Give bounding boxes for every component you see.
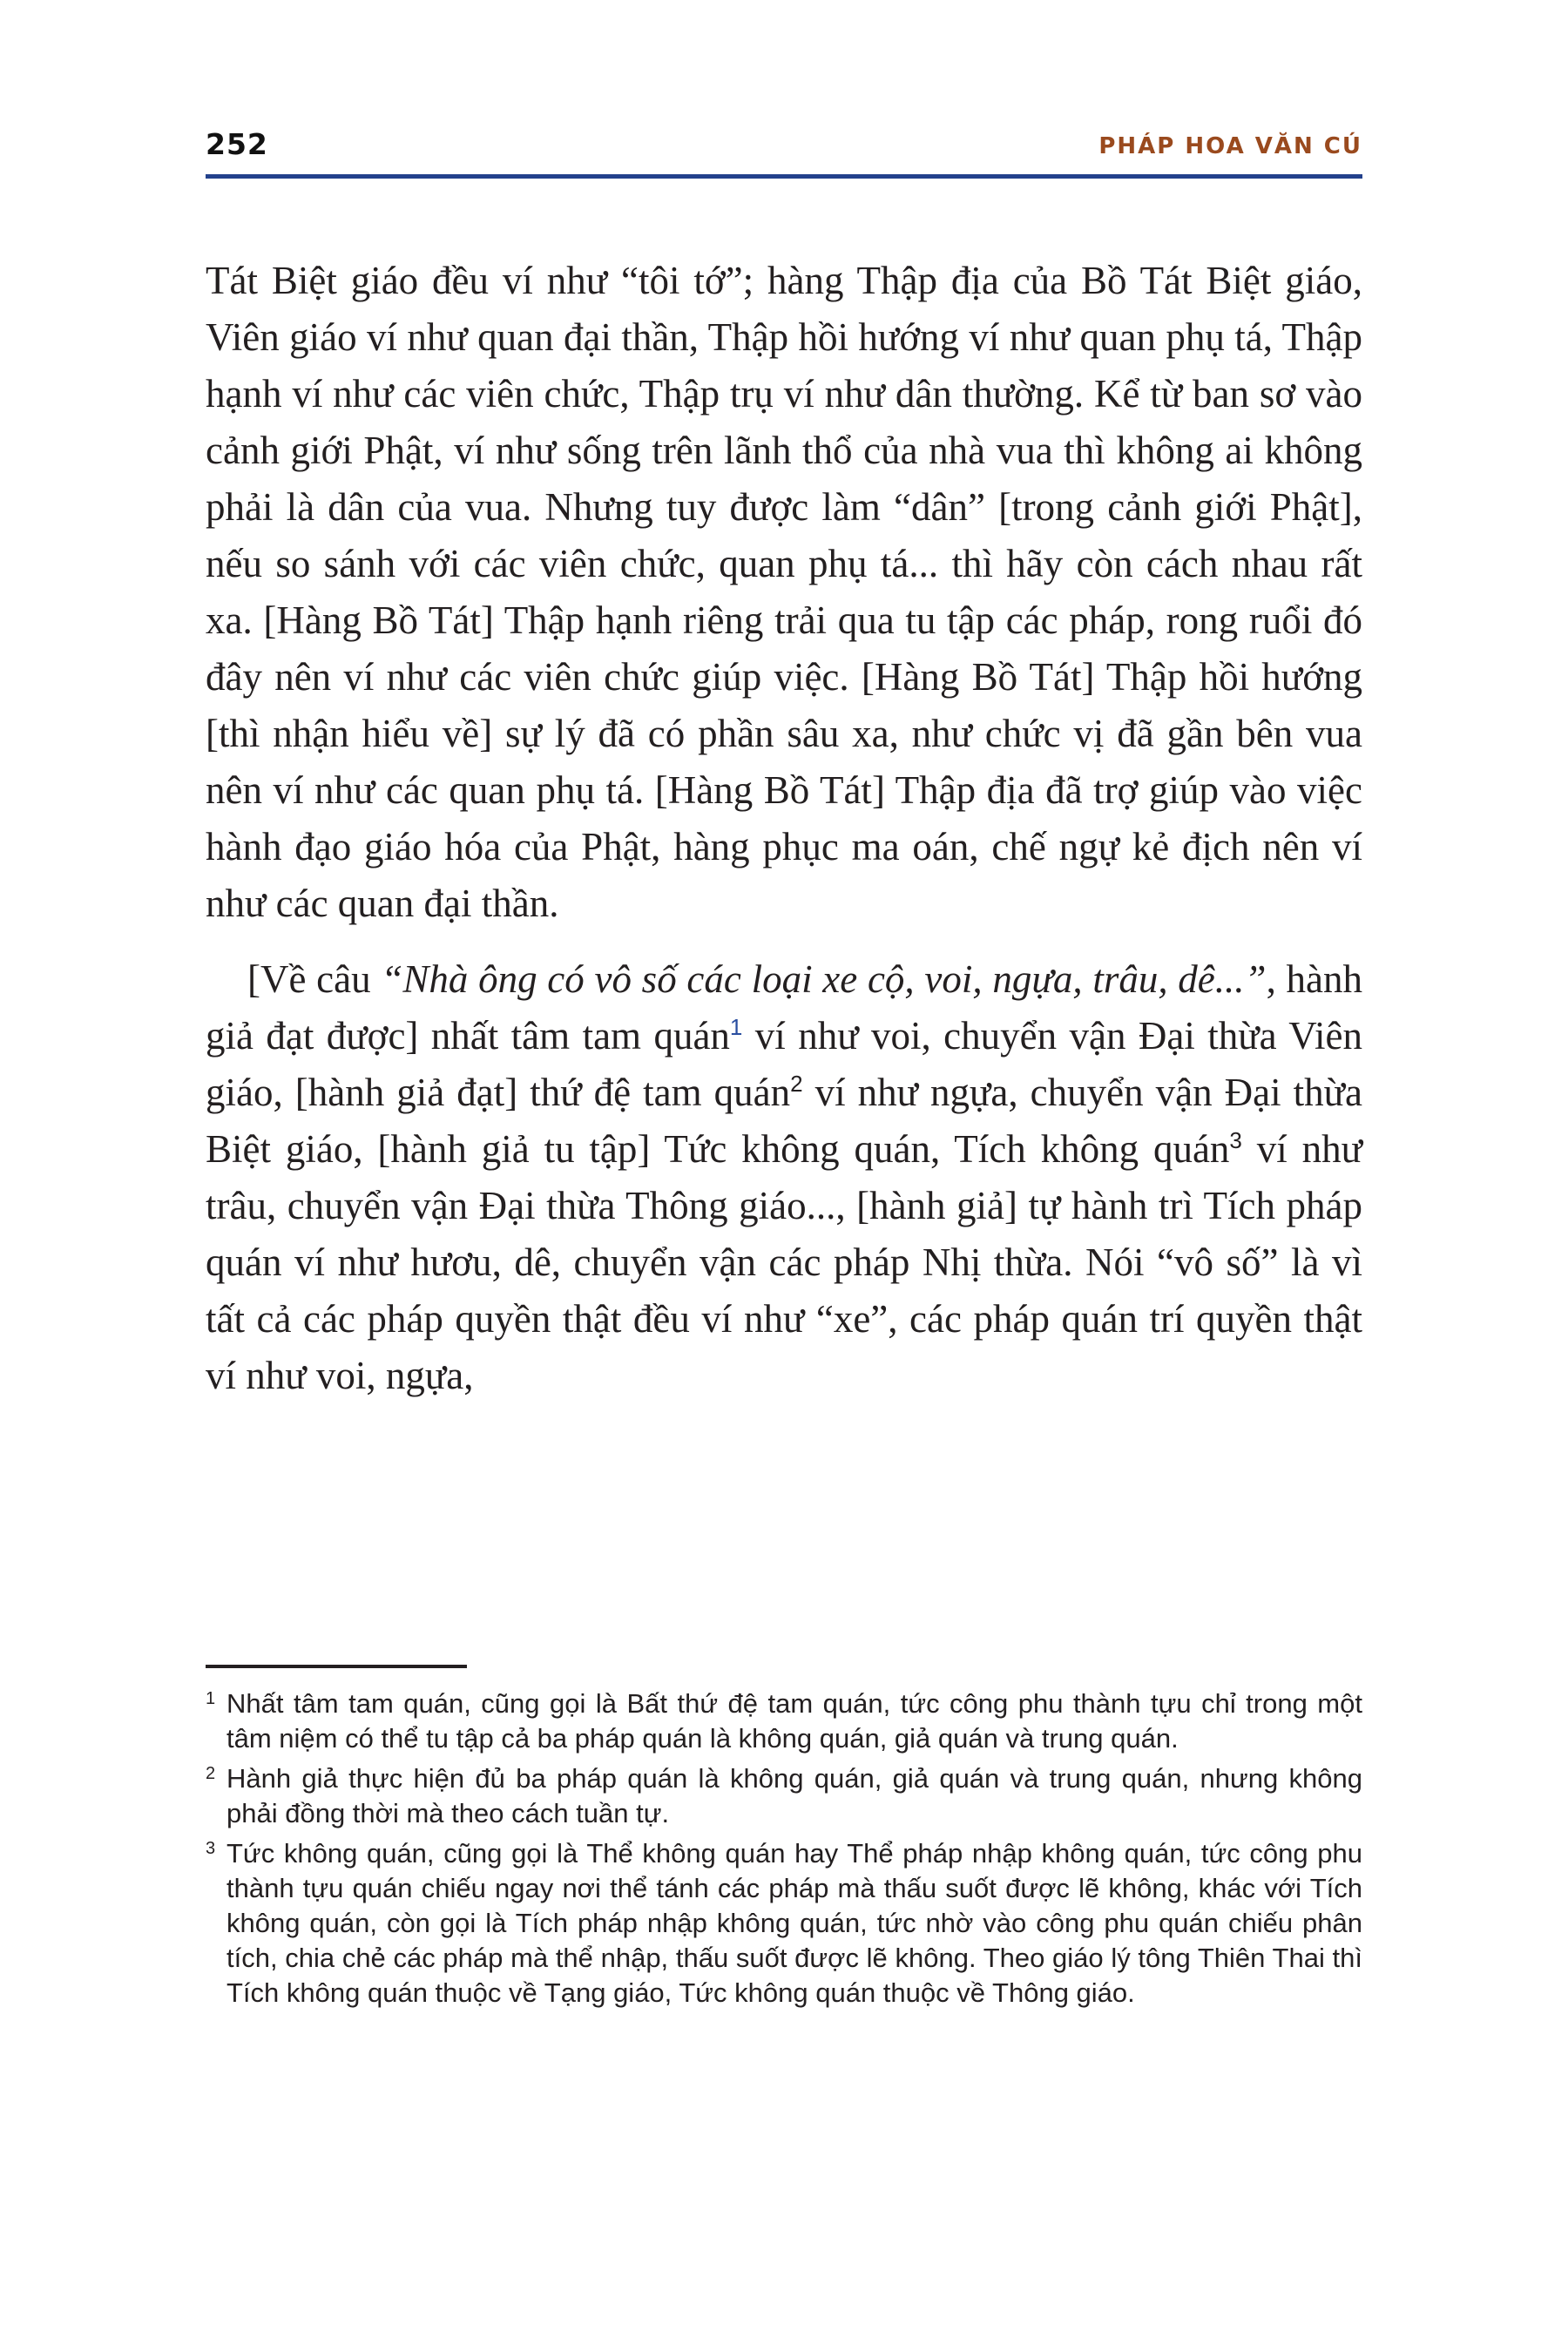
footnote-ref-1[interactable]: 1 — [729, 1014, 743, 1040]
footnote-2 — [206, 1761, 1362, 1831]
footnote-number: 2 — [206, 1764, 216, 1783]
paragraph-1: Tát Biệt giáo đều ví như “tôi tớ”; hàng Thập địa của Bồ Tát Biệt giáo, Viên giáo ví như quan đại thần, Thập hồi hướng ví như quan phụ tá, Thập hạnh ví như các viên chức, Thập trụ ví như dân thường. Kể từ ban sơ vào cảnh giới Phật, ví như sống trên lãnh thổ của nhà vua thì không ai không phải là dân của vua. Nhưng tuy được làm “dân” [trong cảnh giới Phật], nếu so sánh với các viên chức, quan phụ tá... thì hãy còn cách nhau rất xa. [Hàng Bồ Tát] Thập hạnh riêng trải qua tu tập các pháp, rong ruổi đó đây nên ví như các viên chức giúp việc. [Hàng Bồ Tát] Thập hồi hướng [thì nhận hiểu về] sự lý đã có phần sâu xa, như chức vị đã gần bên vua nên ví như các quan phụ tá. [Hàng Bồ Tát] Thập địa đã trợ giúp vào việc hành đạo giáo hóa của Phật, hàng phục ma oán, chế ngự kẻ địch nên ví như các quan đại thần. — [206, 259, 1362, 925]
footnote-text: Tức không quán, cũng gọi là Thể không quán hay Thể pháp nhập không quán, tức công phu thành tựu quán chiếu ngay nơi thể tánh các pháp mà thấu suốt được lẽ không, khác với Tích không quán, còn gọi là Tích pháp nhập không quán, tức nhờ vào công phu quán chiếu phân tích, chia chẻ các pháp mà thể nhập, thấu suốt được lẽ không. Theo giáo lý tông Thiên Thai thì Tích không quán thuộc về Tạng giáo, Tức không quán thuộc về Thông giáo. — [226, 1838, 1362, 2008]
paragraph-2-text: , hành giả đạt được] nhất tâm tam quán — [206, 957, 1362, 1058]
paragraph-2-text: ví như voi, chuyển vận Đại thừa Viên giáo, [hành giả đạt] thứ đệ tam quán — [206, 1014, 1362, 1114]
sutra-quote: “Nhà ông có vô số các loại xe cộ, voi, ngựa, trâu, dê...” — [381, 957, 1267, 1001]
footnote-3 — [206, 1836, 1362, 2011]
footnote-ref-2[interactable]: 2 — [790, 1071, 803, 1097]
footnote-text: Hành giả thực hiện đủ ba pháp quán là không quán, giả quán và trung quán, nhưng không phải đồng thời mà theo cách tuần tự. — [226, 1763, 1362, 1828]
running-title: PHÁP HOA VĂN CÚ — [1098, 133, 1362, 159]
footnote-text: Nhất tâm tam quán, cũng gọi là Bất thứ đệ tam quán, tức công phu thành tựu chỉ trong một tâm niệm có thể tu tập cả ba pháp quán là không quán, giả quán và trung quán. — [226, 1688, 1362, 1754]
paragraph-2-text: [Về câu — [247, 957, 382, 1001]
paragraph-2 — [206, 951, 1362, 1404]
footnote-number: 1 — [206, 1689, 216, 1708]
footnote-1 — [206, 1686, 1362, 1756]
header-rule — [206, 174, 1362, 179]
paragraph-2-text: ví như trâu, chuyển vận Đại thừa Thông giáo..., [hành giả] tự hành trì Tích pháp quán ví như hươu, dê, chuyển vận các pháp Nhị thừa. Nói “vô số” là vì tất cả các pháp quyền thật đều ví như “xe”, các pháp quán trí quyền thật ví như voi, ngựa, — [206, 1127, 1362, 1397]
footnote-number: 3 — [206, 1839, 216, 1858]
body-text — [206, 253, 1362, 1404]
footnote-ref-3[interactable]: 3 — [1229, 1127, 1242, 1153]
page-header — [206, 127, 1362, 162]
footnote-separator — [206, 1665, 467, 1668]
footnotes — [206, 1686, 1362, 2016]
page-number: 252 — [206, 127, 268, 161]
paragraph-2-text: ví như ngựa, chuyển vận Đại thừa Biệt giáo, [hành giả tu tập] Tức không quán, Tích không quán — [206, 1071, 1363, 1171]
